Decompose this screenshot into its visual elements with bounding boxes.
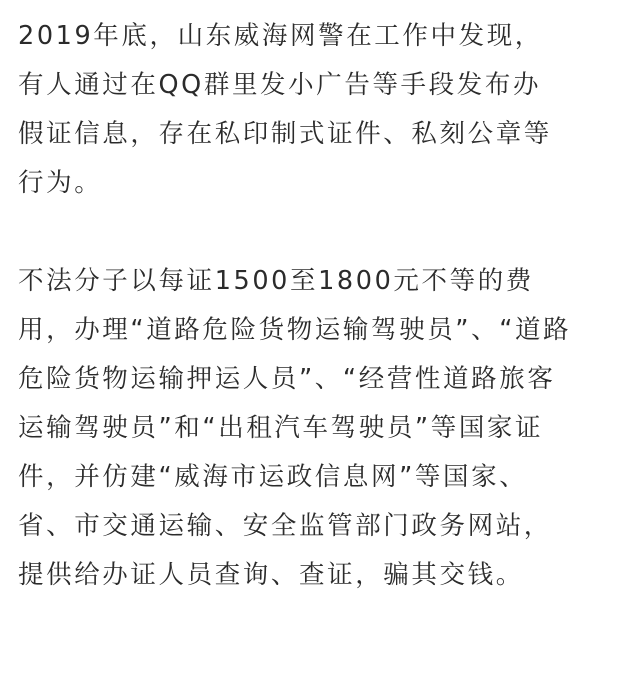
paragraph-line: 运输驾驶员”和“出租汽车驾驶员”等国家证 bbox=[18, 413, 544, 443]
paragraph-line: 用，办理“道路危险货物运输驾驶员”、“道路 bbox=[18, 315, 572, 345]
paragraph-line: 件，并仿建“威海市运政信息网”等国家、 bbox=[18, 462, 528, 492]
paragraph-line: 提供给办证人员查询、查证，骗其交钱。 bbox=[18, 560, 524, 590]
paragraph-line: 不法分子以每证1500至1800元不等的费 bbox=[18, 266, 534, 296]
paragraph-line: 2019年底，山东威海网警在工作中发现， bbox=[18, 21, 543, 51]
paragraph-1 bbox=[18, 12, 629, 208]
paragraph-spacer bbox=[18, 208, 629, 257]
paragraph-line: 有人通过在QQ群里发小广告等手段发布办 bbox=[18, 70, 542, 100]
paragraph-line: 行为。 bbox=[18, 168, 103, 198]
paragraph-line: 危险货物运输押运人员”、“经营性道路旅客 bbox=[18, 364, 556, 394]
paragraph-line: 省、市交通运输、安全监管部门政务网站， bbox=[18, 511, 552, 541]
paragraph-line: 假证信息，存在私印制式证件、私刻公章等 bbox=[18, 119, 552, 149]
paragraph-2 bbox=[18, 257, 629, 600]
